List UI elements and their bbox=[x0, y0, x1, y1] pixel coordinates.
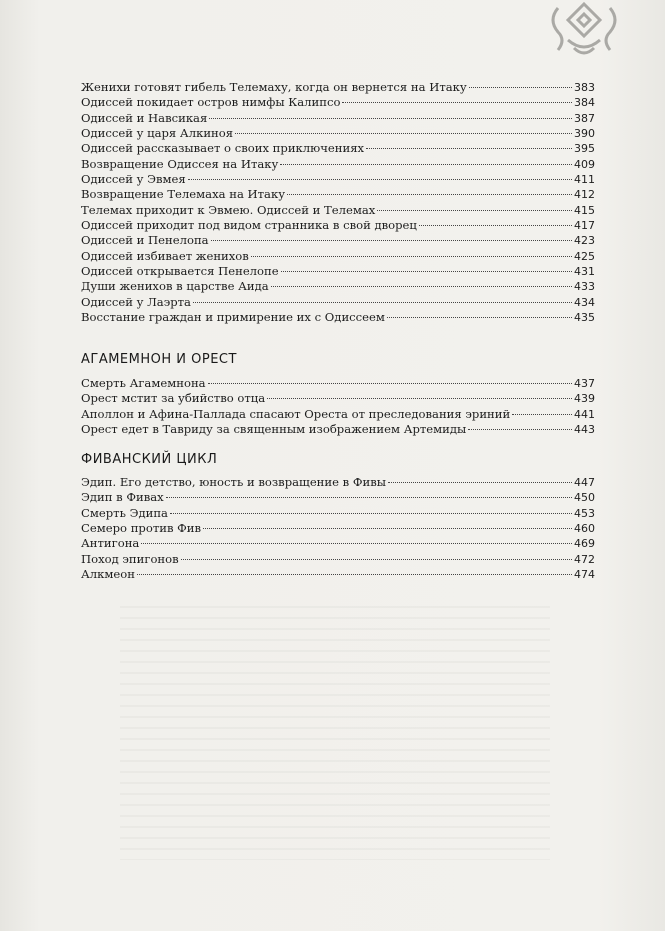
dot-leader bbox=[137, 574, 572, 575]
dot-leader bbox=[366, 148, 572, 149]
toc-entry-title: Телемах приходит к Эвмею. Одиссей и Телемах bbox=[81, 202, 376, 217]
toc-entry-title: Аполлон и Афина-Паллада спасают Ореста от преследования эриний bbox=[81, 406, 511, 421]
dot-leader bbox=[170, 513, 572, 514]
toc-entry bbox=[81, 264, 595, 279]
dot-leader bbox=[469, 87, 572, 88]
toc-entry-page-number: 425 bbox=[574, 249, 595, 263]
toc-entry bbox=[81, 126, 595, 141]
toc-entry bbox=[81, 490, 595, 505]
toc-entry-title: Возвращение Одиссея на Итаку bbox=[81, 156, 279, 171]
toc-entry-title: Одиссей избивает женихов bbox=[81, 248, 249, 263]
dot-leader bbox=[141, 543, 572, 544]
toc-entry-title: Одиссей и Навсикая bbox=[81, 110, 208, 125]
dot-leader bbox=[512, 414, 572, 415]
toc-entry bbox=[81, 233, 595, 248]
dot-leader bbox=[387, 317, 572, 318]
dot-leader bbox=[208, 383, 572, 384]
dot-leader bbox=[251, 256, 572, 257]
toc-entry-page-number: 433 bbox=[574, 280, 595, 294]
toc-entry bbox=[81, 187, 595, 202]
toc-entry-page-number: 423 bbox=[574, 234, 595, 248]
dot-leader bbox=[287, 194, 572, 195]
toc-entry bbox=[81, 111, 595, 126]
toc-agamemnon bbox=[81, 350, 595, 437]
toc-entry-page-number: 415 bbox=[574, 203, 595, 217]
dot-leader bbox=[181, 559, 572, 560]
toc-entry bbox=[81, 521, 595, 536]
toc-entry bbox=[81, 567, 595, 582]
toc-entry-title: Женихи готовят гибель Телемаху, когда он вернется на Итаку bbox=[81, 80, 467, 94]
toc-entry-title: Одиссей у Лаэрта bbox=[81, 294, 191, 309]
toc-entry-page-number: 450 bbox=[574, 491, 595, 505]
toc-theban-cycle bbox=[81, 450, 595, 582]
toc-entry bbox=[81, 203, 595, 218]
dot-leader bbox=[193, 302, 572, 303]
dot-leader bbox=[342, 102, 572, 103]
dot-leader bbox=[280, 164, 572, 165]
bleed-through-text bbox=[120, 600, 550, 860]
toc-entry bbox=[81, 249, 595, 264]
toc-entry-page-number: 387 bbox=[574, 111, 595, 125]
toc-entry-title: Одиссей открывается Пенелопе bbox=[81, 264, 279, 279]
toc-entry-page-number: 441 bbox=[574, 407, 595, 421]
toc-entry-title: Одиссей у царя Алкиноя bbox=[81, 126, 234, 141]
toc-entry-title: Орест едет в Тавриду за священным изображением Артемиды bbox=[81, 422, 467, 437]
toc-entry-page-number: 443 bbox=[574, 423, 595, 437]
toc-entry bbox=[81, 310, 595, 325]
toc-entry-title: Одиссей рассказывает о своих приключениях bbox=[81, 141, 365, 156]
toc-entry-page-number: 453 bbox=[574, 506, 595, 520]
toc-entry-page-number: 411 bbox=[574, 173, 595, 187]
toc-entry-page-number: 447 bbox=[574, 476, 595, 489]
toc-entry-title: Семеро против Фив bbox=[81, 521, 202, 536]
dot-leader bbox=[188, 179, 572, 180]
toc-entry bbox=[81, 80, 595, 95]
dot-leader bbox=[377, 210, 572, 211]
toc-entry-title: Возвращение Телемаха на Итаку bbox=[81, 187, 286, 202]
toc-entry bbox=[81, 536, 595, 551]
toc-entry-title: Эдип. Его детство, юность и возвращение в Фивы bbox=[81, 475, 387, 489]
dot-leader bbox=[388, 482, 572, 483]
toc-entry-page-number: 435 bbox=[574, 311, 595, 325]
toc-entry bbox=[81, 157, 595, 172]
toc-entry-page-number: 474 bbox=[574, 568, 595, 582]
toc-entry-title: Орест мстит за убийство отца bbox=[81, 391, 266, 406]
toc-entry-title: Одиссей приходит под видом странника в свой дворец bbox=[81, 218, 417, 233]
toc-entry-page-number: 472 bbox=[574, 552, 595, 566]
toc-entry-title: Антигона bbox=[81, 536, 140, 551]
toc-entry bbox=[81, 407, 595, 422]
toc-entry-title: Восстание граждан и примирение их с Одиссеем bbox=[81, 310, 385, 325]
toc-entry bbox=[81, 422, 595, 437]
toc-entry-title: Смерть Эдипа bbox=[81, 505, 168, 520]
toc-entry-page-number: 431 bbox=[574, 265, 595, 279]
toc-entry bbox=[81, 552, 595, 567]
toc-odyssey bbox=[81, 80, 595, 326]
toc-entry bbox=[81, 391, 595, 406]
toc-entry-title: Алкмеон bbox=[81, 567, 135, 582]
toc-entry bbox=[81, 279, 595, 294]
toc-entry-title: Поход эпигонов bbox=[81, 551, 179, 566]
toc-entry-page-number: 395 bbox=[574, 142, 595, 156]
dot-leader bbox=[419, 225, 572, 226]
toc-entry bbox=[81, 218, 595, 233]
toc-entry bbox=[81, 376, 595, 391]
toc-entry-page-number: 460 bbox=[574, 522, 595, 536]
toc-entry-page-number: 437 bbox=[574, 377, 595, 390]
toc-entry-page-number: 412 bbox=[574, 188, 595, 202]
dot-leader bbox=[209, 118, 572, 119]
toc-entry-title: Смерть Агамемнона bbox=[81, 376, 206, 390]
toc-entry-title: Эдип в Фивах bbox=[81, 490, 164, 505]
section-heading-theban: ФИВАНСКИЙ ЦИКЛ bbox=[81, 452, 218, 467]
toc-entry-page-number: 434 bbox=[574, 295, 595, 309]
toc-entry-page-number: 390 bbox=[574, 127, 595, 141]
toc-entry bbox=[81, 506, 595, 521]
toc-entry-title: Души женихов в царстве Аида bbox=[81, 279, 269, 294]
toc-entry-page-number: 409 bbox=[574, 157, 595, 171]
section-heading-agamemnon: АГАМЕМНОН И ОРЕСТ bbox=[81, 352, 237, 367]
dot-leader bbox=[211, 240, 572, 241]
dot-leader bbox=[267, 398, 572, 399]
dot-leader bbox=[271, 286, 572, 287]
dot-leader bbox=[468, 429, 572, 430]
toc-entry bbox=[81, 172, 595, 187]
toc-entry-page-number: 384 bbox=[574, 96, 595, 110]
toc-entry bbox=[81, 475, 595, 490]
toc-entry-title: Одиссей покидает остров нимфы Калипсо bbox=[81, 95, 341, 110]
toc-entry-page-number: 469 bbox=[574, 537, 595, 551]
toc-entry bbox=[81, 95, 595, 110]
toc-entry-page-number: 383 bbox=[574, 81, 595, 94]
dot-leader bbox=[166, 497, 572, 498]
dot-leader bbox=[235, 133, 572, 134]
toc-entry-page-number: 439 bbox=[574, 392, 595, 406]
dot-leader bbox=[281, 271, 572, 272]
toc-entry bbox=[81, 295, 595, 310]
toc-entry-title: Одиссей у Эвмея bbox=[81, 172, 186, 187]
toc-entry-title: Одиссей и Пенелопа bbox=[81, 233, 209, 248]
ornament-icon bbox=[544, 0, 624, 58]
toc-entry-page-number: 417 bbox=[574, 219, 595, 233]
dot-leader bbox=[203, 528, 572, 529]
toc-entry bbox=[81, 141, 595, 156]
